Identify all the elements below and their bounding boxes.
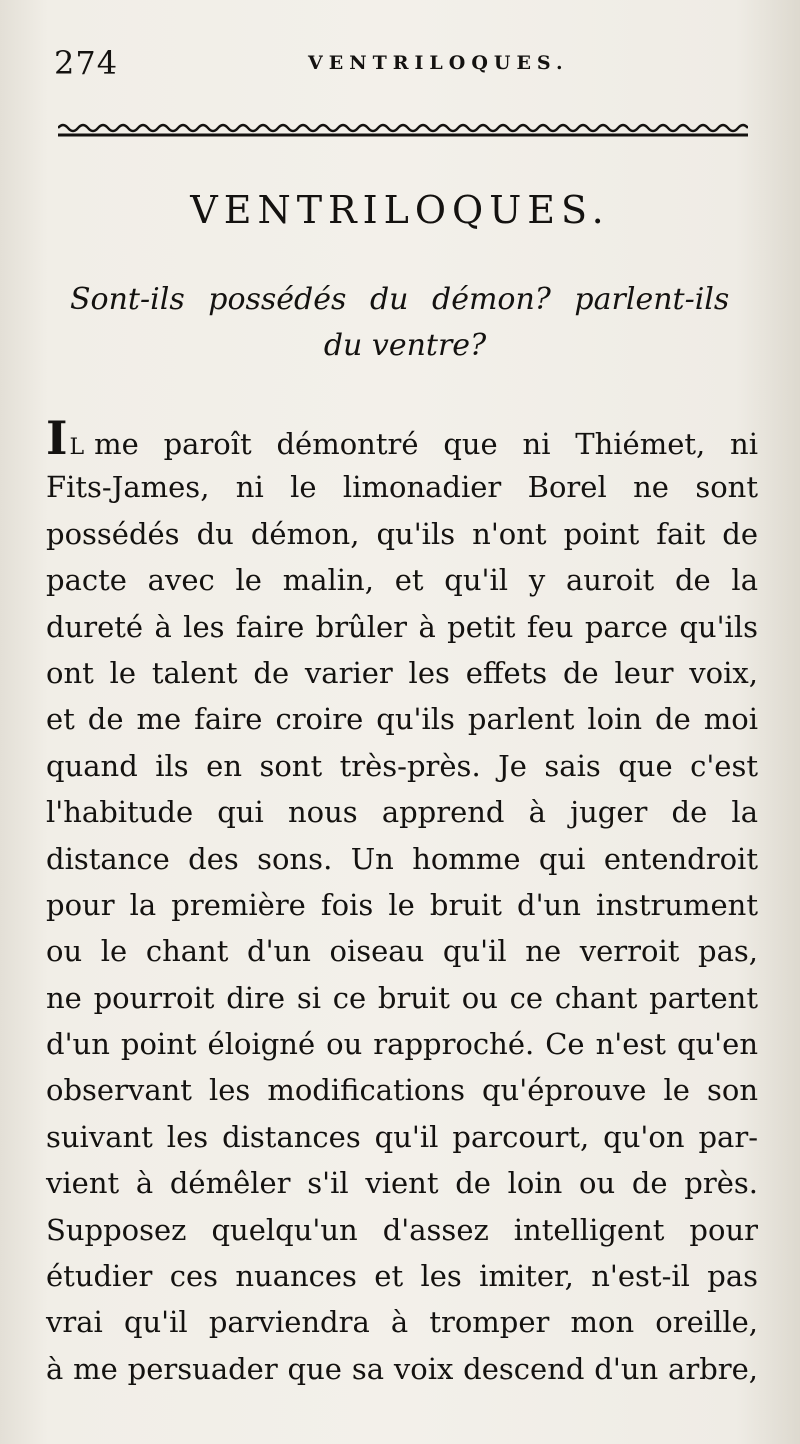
body-line-15: observant les modifications qu'éprouve le son	[46, 1073, 758, 1108]
body-line-13: ne pourroit dire si ce bruit ou ce chant partent	[46, 980, 758, 1015]
body-line-11: pour la première fois le bruit d'un instrument	[46, 887, 758, 922]
body-line-18: Supposez quelqu'un d'assez intelligent pour	[46, 1212, 758, 1247]
body-line-8: quand ils en sont très-près. Je sais que c'est	[46, 748, 758, 783]
article-subtitle-line-1: Sont-ils possédés du démon? parlent-ils	[70, 282, 730, 317]
body-line-10: distance des sons. Un homme qui entendroit	[46, 841, 758, 876]
article-subtitle-line-2: du ventre?	[323, 328, 487, 363]
body-line-9: l'habitude qui nous apprend à juger de la	[46, 795, 758, 830]
article-title: VENTRILOQUES.	[190, 188, 610, 232]
body-line-text: me paroît démontré que ni Thiémet, ni	[94, 427, 758, 461]
body-line-16: suivant les distances qu'il parcourt, qu'on par-	[46, 1119, 758, 1154]
body-text	[46, 411, 758, 1392]
body-line-5: dureté à les faire brûler à petit feu parce qu'ils	[46, 609, 758, 644]
body-line-1	[46, 411, 758, 465]
body-line-17: vient à démêler s'il vient de loin ou de près.	[46, 1166, 758, 1201]
body-line-14: d'un point éloigné ou rapproché. Ce n'est qu'en	[46, 1027, 758, 1062]
body-line-19: étudier ces nuances et les imiter, n'est-il pas	[46, 1259, 758, 1294]
drop-cap-rest: L	[69, 435, 87, 460]
body-line-20: vrai qu'il parviendra à tromper mon oreille,	[46, 1305, 758, 1340]
body-line-3: possédés du démon, qu'ils n'ont point fait de	[46, 516, 758, 551]
body-line-6: ont le talent de varier les effets de leur voix,	[46, 655, 758, 690]
ornamental-rule	[58, 120, 748, 140]
drop-cap: I	[46, 411, 68, 465]
body-line-4: pacte avec le malin, et qu'il y auroit de la	[46, 563, 758, 598]
body-line-12: ou le chant d'un oiseau qu'il ne verroit pas,	[46, 934, 758, 969]
running-title: VENTRILOQUES.	[308, 52, 569, 74]
running-head	[50, 44, 750, 84]
body-line-21: à me persuader que sa voix descend d'un arbre,	[46, 1351, 758, 1386]
page-number: 274	[54, 44, 119, 82]
body-line-2: Fits-James, ni le limonadier Borel ne sont	[46, 470, 758, 505]
body-line-7: et de me faire croire qu'ils parlent loin de moi	[46, 702, 758, 737]
